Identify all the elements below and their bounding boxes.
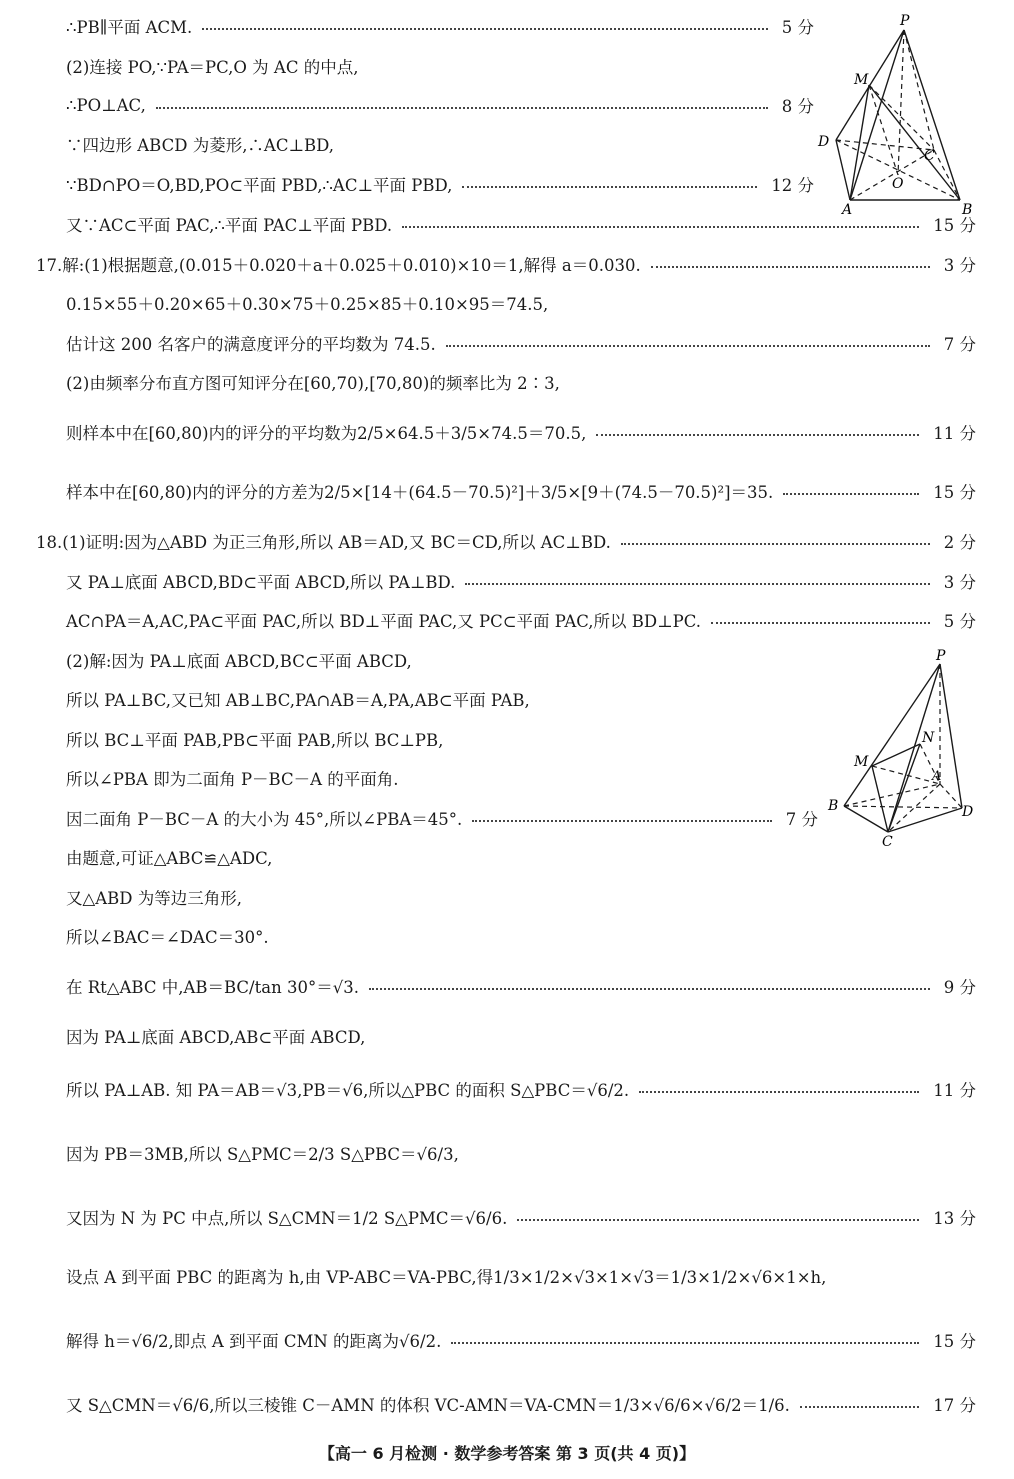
line-text: 又△ABD 为等边三角形,	[66, 889, 242, 908]
line-text: AC∩PA＝A,AC,PA⊂平面 PAC,所以 BD⊥平面 PAC,又 PC⊂平面 PAC,所以 BD⊥PC.	[66, 612, 702, 631]
dot-leader	[472, 820, 771, 822]
vertex-label-d: D	[962, 804, 974, 820]
line-text: 又 PA⊥底面 ABCD,BD⊂平面 ABCD,所以 PA⊥BD.	[66, 573, 456, 592]
dot-leader	[800, 1406, 919, 1408]
text-line	[66, 968, 976, 1004]
line-text: ∵BD∩PO＝O,BD,PO⊂平面 PBD,∴AC⊥平面 PBD,	[66, 176, 453, 195]
line-text: 则样本中在[60,80)内的评分的平均数为2/5×64.5＋3/5×74.5＝70.5,	[66, 424, 587, 443]
text-line	[66, 1071, 976, 1107]
text-line	[66, 48, 358, 84]
score-mark: 11 分	[933, 1081, 976, 1100]
dot-leader	[462, 186, 757, 188]
text-line	[66, 285, 548, 321]
score-mark: 3 分	[943, 573, 976, 592]
score-mark: 15 分	[933, 216, 976, 235]
line-text: 所以∠PBA 即为二面角 P－BC－A 的平面角.	[66, 770, 399, 789]
page-footer: 【高一 6 月检测 · 数学参考答案 第 3 页(共 4 页)】	[318, 1444, 696, 1463]
line-text: ∴PB∥平面 ACM.	[66, 18, 193, 37]
text-line	[36, 246, 976, 282]
line-text: 所以∠BAC＝∠DAC＝30°.	[66, 928, 269, 947]
vertex-label-d: D	[818, 134, 830, 150]
text-line	[66, 1199, 976, 1235]
score-mark: 2 分	[943, 533, 976, 552]
line-text: ∴PO⊥AC,	[66, 95, 146, 115]
text-line	[66, 800, 818, 836]
text-line	[36, 523, 976, 559]
dot-leader	[711, 622, 930, 624]
line-text: 又 S△CMN＝√6/6,所以三棱锥 C－AMN 的体积 VC-AMN＝VA-CMN＝1/3×√6/6×√6/2＝1/6.	[66, 1396, 790, 1415]
text-line	[66, 364, 560, 400]
vertex-label-m: M	[854, 754, 869, 770]
dot-leader	[446, 345, 930, 347]
text-line	[66, 1018, 365, 1054]
line-text: 所以 PA⊥AB. 知 PA＝AB＝√3,PB＝√6,所以△PBC 的面积 S△PBC＝√6/2.	[66, 1081, 630, 1100]
text-line	[66, 1258, 826, 1294]
score-mark: 7 分	[785, 810, 818, 829]
dot-leader	[639, 1091, 919, 1093]
line-text: 在 Rt△ABC 中,AB＝BC/tan 30°＝√3.	[66, 978, 359, 997]
line-text: (2)由频率分布直方图可知评分在[60,70),[70,80)的频率比为 2∶3,	[66, 374, 560, 393]
line-text: (2)连接 PO,∵PA＝PC,O 为 AC 的中点,	[66, 58, 359, 77]
line-text: 所以 PA⊥BC,又已知 AB⊥BC,PA∩AB＝A,PA,AB⊂平面 PAB,	[66, 691, 530, 710]
dot-leader	[783, 493, 919, 495]
pyramid-figure-1	[814, 10, 984, 215]
line-text: 18.(1)证明:因为△ABD 为正三角形,所以 AB＝AD,又 BC＝CD,所以 AC⊥BD.	[36, 533, 611, 552]
text-line	[66, 473, 976, 509]
line-text: 因为 PA⊥底面 ABCD,AB⊂平面 ABCD,	[66, 1028, 366, 1047]
dot-leader	[465, 583, 929, 585]
text-line	[66, 325, 976, 361]
text-line	[66, 681, 530, 717]
dot-leader	[621, 543, 930, 545]
vertex-label-a: A	[842, 202, 853, 215]
score-mark: 15 分	[933, 1332, 976, 1351]
vertex-label-p: P	[900, 13, 910, 29]
text-line	[66, 166, 814, 202]
dot-leader	[517, 1219, 919, 1221]
text-line	[66, 126, 334, 162]
line-text: 由题意,可证△ABC≌△ADC,	[66, 849, 273, 868]
line-text: 样本中在[60,80)内的评分的方差为2/5×[14＋(64.5－70.5)²]＋3/5×[9＋(74.5－70.5)²]＝35.	[66, 483, 774, 502]
text-line	[66, 602, 976, 638]
score-mark: 8 分	[781, 97, 814, 116]
line-text: 因为 PB＝3MB,所以 S△PMC＝2/3 S△PBC＝√6/3,	[66, 1145, 459, 1164]
vertex-label-b: B	[962, 202, 973, 215]
line-text: 解得 h＝√6/2,即点 A 到平面 CMN 的距离为√6/2.	[66, 1332, 442, 1351]
line-text: ∵四边形 ABCD 为菱形,∴AC⊥BD,	[66, 136, 335, 155]
score-mark: 3 分	[943, 256, 976, 275]
score-mark: 7 分	[943, 335, 976, 354]
dot-leader	[651, 266, 930, 268]
text-line	[66, 8, 814, 44]
score-mark: 11 分	[933, 424, 976, 443]
vertex-label-b: B	[828, 798, 839, 814]
vertex-label-p: P	[936, 648, 946, 664]
dot-leader	[451, 1342, 919, 1344]
line-text: 估计这 200 名客户的满意度评分的平均数为 74.5.	[66, 335, 436, 354]
dot-leader	[156, 107, 768, 109]
line-text: 又因为 N 为 PC 中点,所以 S△CMN＝1/2 S△PMC＝√6/6.	[66, 1209, 508, 1228]
score-mark: 17 分	[933, 1396, 976, 1415]
text-line	[66, 1135, 459, 1171]
dot-leader	[402, 226, 919, 228]
vertex-label-a: A	[932, 769, 942, 784]
text-line	[66, 414, 976, 450]
text-line	[66, 87, 814, 123]
text-line	[66, 642, 412, 678]
score-mark: 15 分	[933, 483, 976, 502]
line-text: 因二面角 P－BC－A 的大小为 45°,所以∠PBA＝45°.	[66, 810, 463, 829]
text-line	[66, 879, 242, 915]
score-mark: 13 分	[933, 1209, 976, 1228]
vertex-label-c: C	[924, 148, 935, 164]
line-text: 17.解:(1)根据题意,(0.015＋0.020＋a＋0.025＋0.010)×10＝1,解得 a＝0.030.	[36, 256, 641, 275]
text-line	[66, 1322, 976, 1358]
vertex-label-m: M	[854, 72, 869, 88]
text-line	[66, 1386, 976, 1422]
line-text: 0.15×55＋0.20×65＋0.30×75＋0.25×85＋0.10×95＝74.5,	[66, 295, 549, 314]
score-mark: 5 分	[781, 18, 814, 37]
vertex-label-c: C	[882, 834, 893, 848]
text-line	[66, 760, 399, 796]
score-mark: 5 分	[943, 612, 976, 631]
dot-leader	[596, 434, 919, 436]
vertex-label-o: O	[892, 176, 904, 192]
line-text: (2)解:因为 PA⊥底面 ABCD,BC⊂平面 ABCD,	[66, 652, 412, 671]
line-text: 又∵AC⊂平面 PAC,∴平面 PAC⊥平面 PBD.	[66, 216, 393, 235]
dot-leader	[202, 28, 767, 30]
line-text: 所以 BC⊥平面 PAB,PB⊂平面 PAB,所以 BC⊥PB,	[66, 731, 444, 750]
score-mark: 12 分	[771, 176, 814, 195]
vertex-label-n: N	[922, 730, 935, 746]
score-mark: 9 分	[943, 978, 976, 997]
line-text: 设点 A 到平面 PBC 的距离为 h,由 VP-ABC＝VA-PBC,得1/3×1/2×√3×1×√3＝1/3×1/2×√6×1×h,	[66, 1268, 827, 1287]
text-line	[66, 563, 976, 599]
text-line	[66, 918, 269, 954]
dot-leader	[369, 988, 930, 990]
text-line	[66, 839, 272, 875]
text-line	[66, 721, 443, 757]
pyramid-figure-2	[824, 646, 976, 848]
